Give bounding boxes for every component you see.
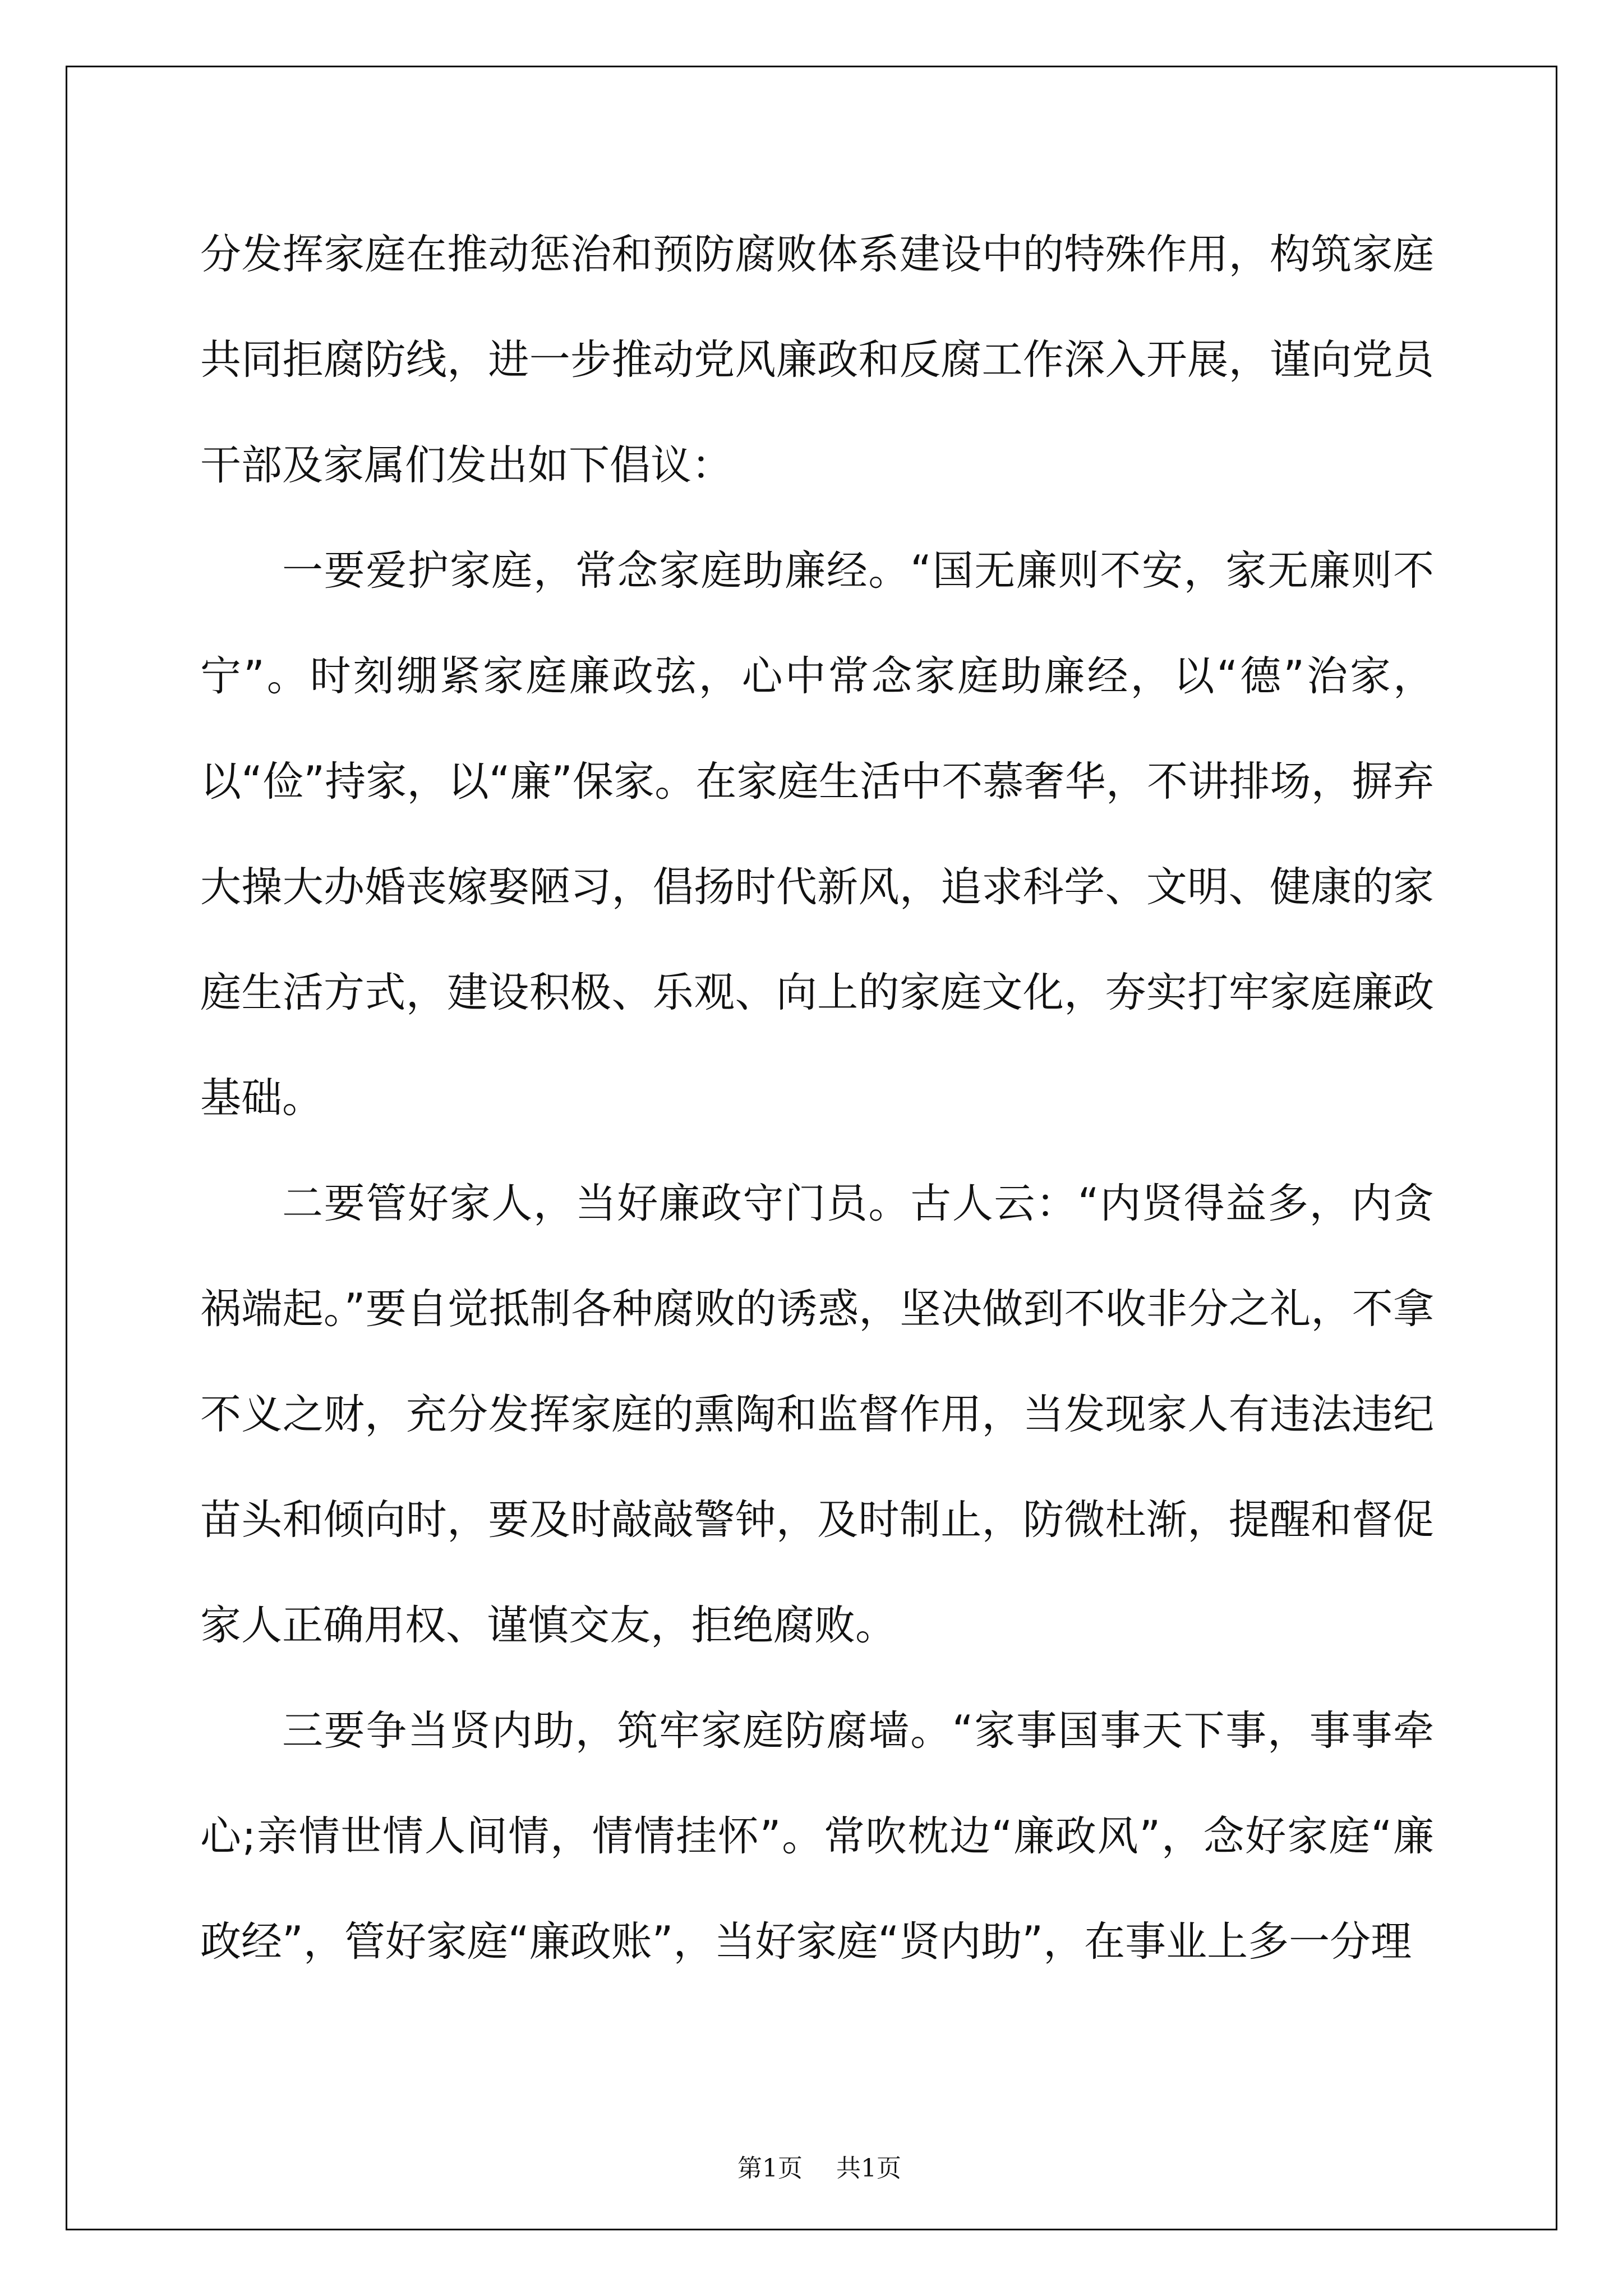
page-number-current: 第1页 [737, 2154, 803, 2183]
paragraph-point-three: 三要争当贤内助，筑牢家庭防腐墙。“家事国事天下事，事事牵心;亲情世情人间情，情情挂怀”。常吹枕边“廉政风”，念好家庭“廉政经”，管好家庭“廉政账”，当好家庭“贤内助”，在事业上多一分理 [200, 1707, 1434, 1966]
page-footer [0, 2119, 1623, 2184]
paragraph-point-two: 二要管好家人，当好廉政守门员。古人云：“内贤得益多，内贪祸端起。”要自觉抵制各种腐败的诱惑，坚决做到不收非分之礼，不拿不义之财，充分发挥家庭的熏陶和监督作用，当发现家人有违法违纪苗头和倾向时，要及时敲敲警钟，及时制止，防微杜渐，提醒和督促家人正确用权、谨慎交友，拒绝腐败。 [200, 1180, 1434, 1649]
document-body [200, 202, 1434, 1995]
paragraph-intro: 分发挥家庭在推动惩治和预防腐败体系建设中的特殊作用，构筑家庭共同拒腐防线，进一步推动党风廉政和反腐工作深入开展，谨向党员干部及家属们发出如下倡议： [200, 231, 1434, 489]
paragraph-point-one: 一要爱护家庭，常念家庭助廉经。“国无廉则不安，家无廉则不宁”。时刻绷紧家庭廉政弦，心中常念家庭助廉经，以“德”治家，以“俭”持家，以“廉”保家。在家庭生活中不慕奢华，不讲排场，摒弃大操大办婚丧嫁娶陋习，倡扬时代新风，追求科学、文明、健康的家庭生活方式，建设积极、乐观、向上的家庭文化，夯实打牢家庭廉政基础。 [200, 547, 1434, 1122]
page-number-total: 共1页 [836, 2154, 901, 2183]
